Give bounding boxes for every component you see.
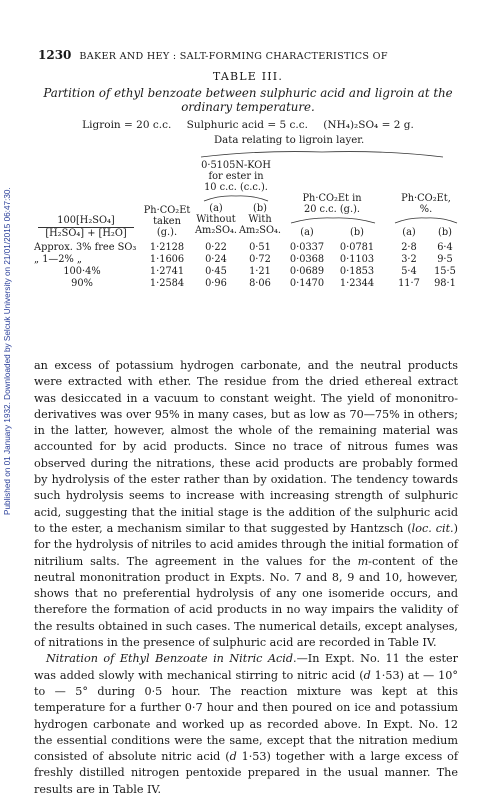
col-b-heading-2: With [248,214,272,225]
experimental-conditions [38,119,458,131]
paragraph-2-text-a: —In Expt. No. 11 the ester was added slowly with mechanical stirring to nitric acid ( [34,652,458,682]
cell-ester-g-a: 0·0689 [289,266,325,277]
ester-percent-sub-b: (b) [438,227,452,238]
cell-ester-pct-a: 5·4 [401,266,417,277]
ester-percent-brace [394,216,458,224]
margin-strip [0,0,20,792]
koh-heading-1: 0·5105N-KOH [201,160,271,171]
ester-in-20cc-sub-b: (b) [350,227,364,238]
condition-ligroin: Ligroin = 20 c.c. [82,119,172,131]
col-b-heading-1: (b) [253,203,267,214]
ligroin-layer-brace [200,149,445,159]
ester-in-20cc-heading-1: Ph·CO₂Et in [302,193,362,204]
cell-ester-pct-b: 6·4 [437,242,453,253]
ester-in-20cc-brace [290,216,376,224]
paragraph-1-text-c: -content of the neutral mononitration product in Expts. No. 7 and 8, 9 and 10, however, shows that no preferential hydrolysis of any one isomeride occurs, and therefore the formation of acid products in no way impairs the validity of the results obtained in such cases. The numerical details, except analyses, of nitrations in the presence of sulphuric acid are recorded in Table IV. [34,554,458,650]
cell-koh-a: 0·45 [205,266,227,277]
col-b-heading-3: Am₂SO₄. [238,225,282,236]
cell-ester-g-b: 0·1853 [339,266,375,277]
condition-ammonium: (NH₄)₂SO₄ = 2 g. [323,119,414,131]
cell-ester-pct-a: 11·7 [398,278,420,289]
row-acid-strength: Approx. 3% free SO₃ [34,242,137,253]
ester-taken-heading-1: Ph·CO₂Et [143,205,191,216]
density-symbol: d [229,750,237,764]
cell-koh-b: 0·51 [249,242,271,253]
ester-taken-heading-2: taken [153,216,181,227]
cell-koh-a: 0·22 [205,242,227,253]
running-title: BAKER AND HEY : SALT-FORMING CHARACTERISTICS OF [79,51,388,62]
cell-ester-taken: 1·2584 [149,278,185,289]
row-acid-strength: „ 1—2% „ [34,254,82,265]
koh-heading-3: 10 c.c. (c.c.). [204,182,268,193]
ester-in-20cc-heading-2: 20 c.c. (g.). [303,204,361,215]
cell-koh-a: 0·96 [205,278,227,289]
cell-ester-taken: 1·2128 [149,242,185,253]
ligroin-layer-heading: Data relating to ligroin layer. [214,135,365,146]
paragraph-2-text-c: 1·53) together with a large excess of freshly distilled nitrogen pentoxide prepared in the usual manner. The results are in Table IV. [34,750,458,796]
ester-percent-sub-a: (a) [402,227,416,238]
cell-ester-g-b: 0·0781 [339,242,375,253]
cell-koh-a: 0·24 [205,254,227,265]
cell-ester-pct-a: 3·2 [401,254,417,265]
cell-ester-g-a: 0·0337 [289,242,325,253]
running-head [38,48,458,62]
paragraph-2-text-b: 1·53) at — 10° to — 5° during 0·5 hour. The reaction mixture was kept at this temperature for a further 0·7 hour and then poured on ice and potassium hydrogen carbonate and worked up as recorded above. In Expt. No. 12 the essential conditions were the same, except that the nitration medium consisted of absolute nitric acid ( [34,668,458,764]
cell-ester-pct-b: 9·5 [437,254,453,265]
cell-koh-b: 0·72 [249,254,271,265]
table-label: TABLE III. [212,70,284,83]
cell-ester-g-a: 0·0368 [289,254,325,265]
cell-ester-pct-a: 2·8 [401,242,417,253]
density-symbol: d [363,668,371,682]
ester-in-20cc-sub-a: (a) [300,227,314,238]
cell-ester-g-a: 0·1470 [289,278,325,289]
download-notice: Published on 01 January 1932. Downloaded by Selcuk University on 21/01/2015 06:47:30. [3,187,12,515]
acid-strength-numerator: 100[H₂SO₄] [57,215,115,226]
cell-ester-taken: 1·2741 [149,266,185,277]
paragraph-1 [34,358,458,651]
condition-sulphuric: Sulphuric acid = 5 c.c. [186,119,308,131]
paragraph-1-text-b: ) for the hydrolysis of nitriles to acid amides through the initial formation of nitrilium salts. The agreement in the values for the [34,521,459,568]
cell-ester-g-b: 0·1103 [339,254,375,265]
col-a-heading-3: Am₂SO₄. [194,225,238,236]
paragraph-1-text-a: an excess of potassium hydrogen carbonate, and the neutral products were extracted with ether. The residue from the dried ethereal extract was desiccated in a vacuum to constant weight. The yield of mononitro-derivatives was over 95% in many cases, but as low as 70—75% in others; in the latter, however, almost the whole of the remaining material was accounted for by acid products. Since no trace of nitrous fumes was observed during the nitrations, these acid products are probably formed by hydrolysis of the ester rather than by oxidation. The tendency towards such hydrolysis seems to increase with increasing strength of sulphuric acid, suggesting that the initial stage is the addition of the sulphuric acid to the ester, a mechanism similar to that suggested by Hantzsch ( [34,359,458,535]
meta-prefix: m [357,554,369,568]
row-acid-strength: 90% [71,278,93,289]
col-a-heading-1: (a) [209,203,223,214]
ester-percent-heading-1: Ph·CO₂Et, [401,193,451,204]
section-heading-nitric-acid: Nitration of Ethyl Benzoate in Nitric Acid. [46,652,297,666]
body-text [34,358,458,798]
paragraph-2 [34,651,458,798]
cell-ester-g-b: 1·2344 [339,278,375,289]
page-number: 1230 [38,48,72,62]
acid-strength-denominator: [H₂SO₄] + [H₂O] [45,228,127,239]
table-caption [38,86,458,114]
koh-heading-2: for ester in [208,171,264,182]
ester-percent-heading-2: %. [419,204,433,215]
citation-loc-cit: loc. cit. [411,521,454,535]
cell-ester-taken: 1·1606 [149,254,185,265]
cell-koh-b: 8·06 [249,278,271,289]
caption-line-2: ordinary temperature. [181,100,315,114]
koh-brace [203,194,269,202]
row-acid-strength: 100·4% [63,266,101,277]
col-a-heading-2: Without [196,214,236,225]
caption-line-1: Partition of ethyl benzoate between sulphuric acid and ligroin at the [43,86,453,100]
cell-koh-b: 1·21 [249,266,271,277]
ester-taken-heading-3: (g.). [156,227,178,238]
cell-ester-pct-b: 15·5 [434,266,456,277]
cell-ester-pct-b: 98·1 [434,278,456,289]
